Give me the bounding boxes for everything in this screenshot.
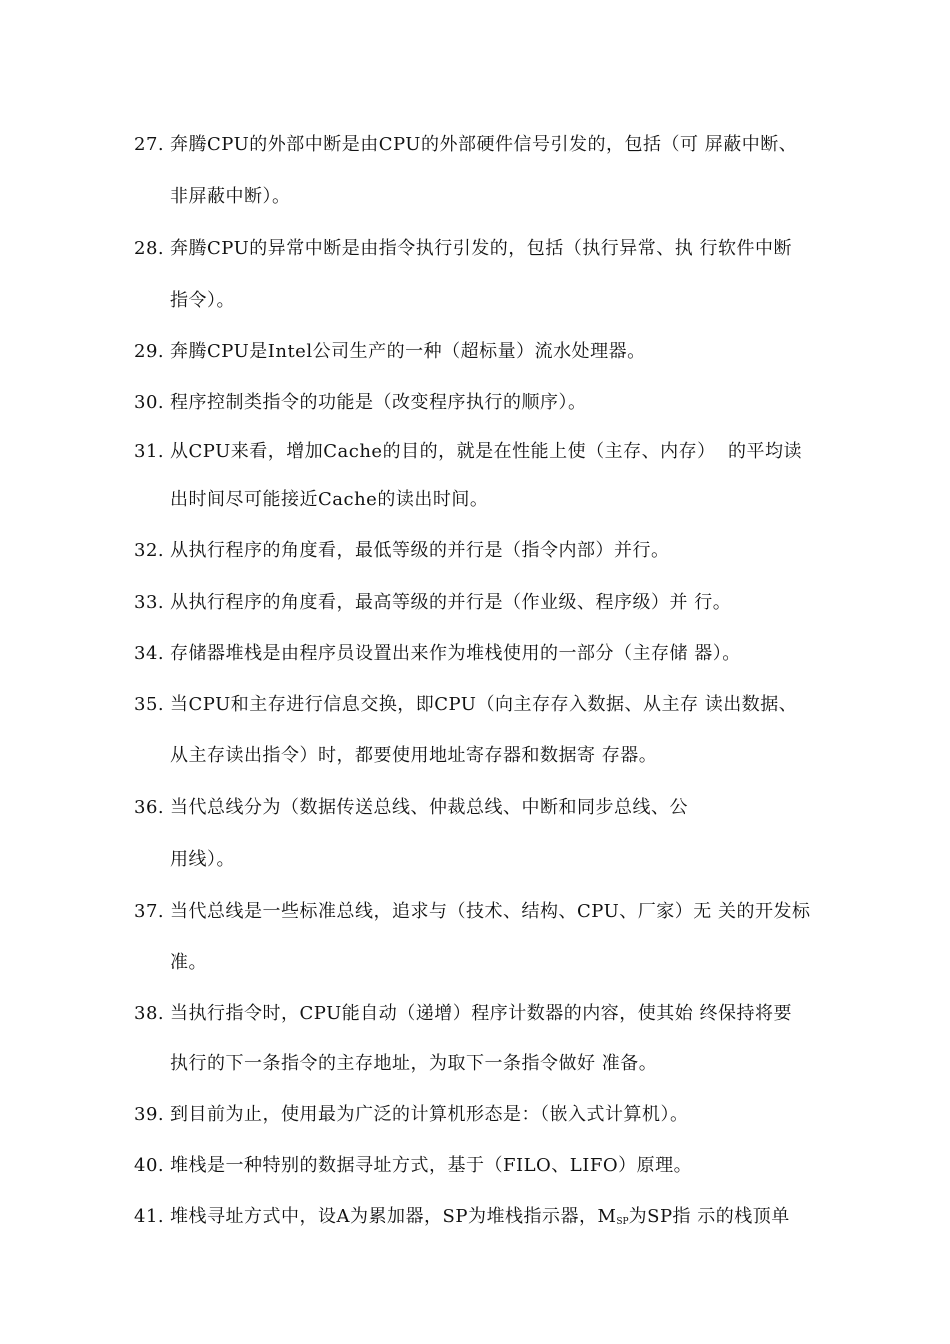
item-number: 30. <box>134 392 165 413</box>
item-35-line-1 <box>134 693 797 717</box>
item-number: 40. <box>134 1155 165 1176</box>
item-number: 28. <box>134 238 165 259</box>
item-text: 非屏蔽中断）。 <box>170 186 291 207</box>
item-number: 34. <box>134 643 165 664</box>
item-27-line-1 <box>134 133 797 157</box>
item-text: 准。 <box>170 952 207 973</box>
item-text: 程序控制类指令的功能是（改变程序执行的顺序）。 <box>170 392 587 413</box>
item-35-line-2 <box>170 744 657 768</box>
subscript-sp: SP <box>616 1217 629 1227</box>
item-31-line-1 <box>134 440 802 464</box>
item-38-line-1 <box>134 1002 792 1026</box>
item-text: 从CPU来看，增加Cache的目的，就是在性能上使（主存、内存） 的平均读 <box>170 441 803 462</box>
item-text: 从主存读出指令）时，都要使用地址寄存器和数据寄 存器。 <box>170 745 658 766</box>
item-text: 到目前为止，使用最为广泛的计算机形态是：（嵌入式计算机）。 <box>170 1104 689 1125</box>
item-31-line-2 <box>170 488 488 512</box>
item-36-line-2 <box>170 848 235 872</box>
item-37-line-2 <box>170 951 207 975</box>
item-text: 指令）。 <box>170 290 235 311</box>
item-number: 33. <box>134 592 165 613</box>
item-text: 当代总线分为（数据传送总线、仲裁总线、中断和同步总线、公 <box>170 797 688 818</box>
item-number: 37. <box>134 901 165 922</box>
item-text: 当代总线是一些标准总线，追求与（技术、结构、CPU、厂家）无 关的开发标 <box>170 901 811 922</box>
item-33-line-1 <box>134 591 731 615</box>
item-text: 奔腾CPU是Intel公司生产的一种（超标量）流水处理器。 <box>170 341 646 362</box>
item-30-line-1 <box>134 391 587 415</box>
item-text: 堆栈寻址方式中，设A为累加器，SP为堆栈指示器，M <box>170 1206 617 1227</box>
item-number: 41. <box>134 1206 165 1227</box>
item-text: 奔腾CPU的外部中断是由CPU的外部硬件信号引发的，包括（可 屏蔽中断、 <box>170 134 798 155</box>
item-39-line-1 <box>134 1103 689 1127</box>
item-number: 38. <box>134 1003 165 1024</box>
item-29-line-1 <box>134 340 646 364</box>
item-text: 当CPU和主存进行信息交换，即CPU（向主存存入数据、从主存 读出数据、 <box>170 694 798 715</box>
item-number: 39. <box>134 1104 165 1125</box>
item-text: 从执行程序的角度看，最低等级的并行是（指令内部）并行。 <box>170 540 670 561</box>
item-text: 从执行程序的角度看，最高等级的并行是（作业级、程序级）并 行。 <box>170 592 732 613</box>
item-32-line-1 <box>134 539 670 563</box>
item-38-line-2 <box>170 1052 657 1076</box>
item-text: 执行的下一条指令的主存地址，为取下一条指令做好 准备。 <box>170 1053 658 1074</box>
item-text: 用线）。 <box>170 849 235 870</box>
item-text: 存储器堆栈是由程序员设置出来作为堆栈使用的一部分（主存储 器）。 <box>170 643 741 664</box>
item-27-line-2 <box>170 185 291 209</box>
item-text: 为SP指 示的栈顶单 <box>628 1206 790 1227</box>
item-number: 27. <box>134 134 165 155</box>
item-text: 奔腾CPU的异常中断是由指令执行引发的，包括（执行异常、执 行软件中断 <box>170 238 792 259</box>
item-40-line-1 <box>134 1154 692 1178</box>
item-number: 31. <box>134 441 165 462</box>
item-number: 35. <box>134 694 165 715</box>
item-28-line-2 <box>170 289 235 313</box>
item-36-line-1 <box>134 796 688 820</box>
item-41-line-1 <box>134 1205 790 1234</box>
item-28-line-1 <box>134 237 792 261</box>
item-number: 36. <box>134 797 165 818</box>
item-number: 29. <box>134 341 165 362</box>
item-number: 32. <box>134 540 165 561</box>
item-text: 堆栈是一种特别的数据寻址方式，基于（FILO、LIFO）原理。 <box>170 1155 693 1176</box>
item-34-line-1 <box>134 642 741 666</box>
item-text: 出时间尽可能接近Cache的读出时间。 <box>170 489 489 510</box>
item-37-line-1 <box>134 900 810 924</box>
item-text: 当执行指令时，CPU能自动（递增）程序计数器的内容，使其始 终保持将要 <box>170 1003 792 1024</box>
